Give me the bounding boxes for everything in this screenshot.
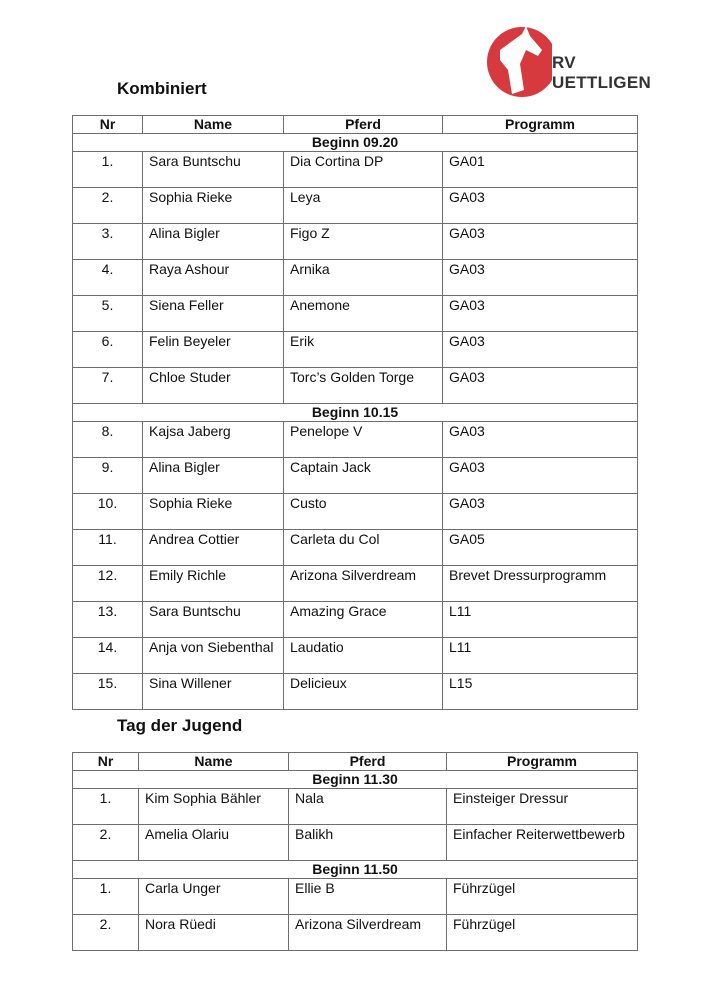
table-row <box>73 368 638 404</box>
group-label: Beginn 11.50 <box>73 861 638 879</box>
cell-programm: GA01 <box>443 152 638 188</box>
column-header-pferd: Pferd <box>284 116 443 134</box>
table-row <box>73 458 638 494</box>
cell-name: Carla Unger <box>139 879 289 915</box>
group-header-row <box>73 404 638 422</box>
cell-name: Sara Buntschu <box>143 602 284 638</box>
cell-nr: 12. <box>73 566 143 602</box>
cell-name: Emily Richle <box>143 566 284 602</box>
cell-programm: GA03 <box>443 458 638 494</box>
cell-pferd: Arnika <box>284 260 443 296</box>
cell-name: Sina Willener <box>143 674 284 710</box>
cell-nr: 15. <box>73 674 143 710</box>
cell-name: Alina Bigler <box>143 458 284 494</box>
cell-nr: 4. <box>73 260 143 296</box>
cell-nr: 3. <box>73 224 143 260</box>
horse-head-icon <box>486 20 552 102</box>
cell-pferd: Arizona Silverdream <box>289 915 447 951</box>
cell-name: Sara Buntschu <box>143 152 284 188</box>
cell-name: Chloe Studer <box>143 368 284 404</box>
group-label: Beginn 09.20 <box>73 134 638 152</box>
cell-name: Kim Sophia Bähler <box>139 789 289 825</box>
cell-programm: Einsteiger Dressur <box>447 789 638 825</box>
section-title-kombiniert: Kombiniert <box>117 79 207 98</box>
table-row <box>73 224 638 260</box>
table-row <box>73 879 638 915</box>
cell-pferd: Carleta du Col <box>284 530 443 566</box>
cell-pferd: Custo <box>284 494 443 530</box>
group-header-row <box>73 861 638 879</box>
start-list-table-tag-der-jugend <box>72 752 638 951</box>
table-row <box>73 789 638 825</box>
table-row <box>73 915 638 951</box>
column-header-pferd: Pferd <box>289 753 447 771</box>
cell-programm: L15 <box>443 674 638 710</box>
logo-text: RV UETTLIGEN <box>552 53 652 92</box>
cell-name: Alina Bigler <box>143 224 284 260</box>
cell-nr: 11. <box>73 530 143 566</box>
cell-nr: 1. <box>73 152 143 188</box>
section-title-tag-der-jugend: Tag der Jugend <box>117 716 243 735</box>
cell-name: Nora Rüedi <box>139 915 289 951</box>
cell-nr: 7. <box>73 368 143 404</box>
cell-pferd: Penelope V <box>284 422 443 458</box>
cell-programm: GA03 <box>443 368 638 404</box>
table-row <box>73 260 638 296</box>
cell-programm: Einfacher Reiterwettbewerb <box>447 825 638 861</box>
cell-pferd: Leya <box>284 188 443 224</box>
cell-pferd: Anemone <box>284 296 443 332</box>
cell-nr: 6. <box>73 332 143 368</box>
table-header-row <box>73 753 638 771</box>
table-row <box>73 638 638 674</box>
table-row <box>73 422 638 458</box>
group-header-row <box>73 134 638 152</box>
cell-name: Sophia Rieke <box>143 494 284 530</box>
cell-nr: 2. <box>73 825 139 861</box>
cell-pferd: Amazing Grace <box>284 602 443 638</box>
cell-name: Andrea Cottier <box>143 530 284 566</box>
table-row <box>73 494 638 530</box>
cell-pferd: Erik <box>284 332 443 368</box>
column-header-programm: Programm <box>443 116 638 134</box>
cell-nr: 1. <box>73 879 139 915</box>
cell-programm: GA03 <box>443 260 638 296</box>
group-label: Beginn 11.30 <box>73 771 638 789</box>
column-header-nr: Nr <box>73 753 139 771</box>
cell-programm: GA05 <box>443 530 638 566</box>
table-row <box>73 332 638 368</box>
cell-pferd: Balikh <box>289 825 447 861</box>
cell-programm: Führzügel <box>447 879 638 915</box>
cell-nr: 13. <box>73 602 143 638</box>
cell-name: Raya Ashour <box>143 260 284 296</box>
table-row <box>73 530 638 566</box>
cell-programm: Brevet Dressurprogramm <box>443 566 638 602</box>
group-label: Beginn 10.15 <box>73 404 638 422</box>
cell-pferd: Figo Z <box>284 224 443 260</box>
cell-pferd: Ellie B <box>289 879 447 915</box>
cell-programm: GA03 <box>443 188 638 224</box>
cell-pferd: Torc’s Golden Torge <box>284 368 443 404</box>
table-row <box>73 602 638 638</box>
table-row <box>73 152 638 188</box>
group-header-row <box>73 771 638 789</box>
start-list-table-kombiniert <box>72 115 638 710</box>
cell-nr: 8. <box>73 422 143 458</box>
cell-name: Anja von Siebenthal <box>143 638 284 674</box>
cell-name: Sophia Rieke <box>143 188 284 224</box>
cell-programm: GA03 <box>443 494 638 530</box>
cell-nr: 1. <box>73 789 139 825</box>
club-logo <box>486 20 656 102</box>
table-row <box>73 296 638 332</box>
cell-programm: GA03 <box>443 422 638 458</box>
cell-nr: 2. <box>73 915 139 951</box>
table-row <box>73 674 638 710</box>
cell-nr: 14. <box>73 638 143 674</box>
cell-programm: Führzügel <box>447 915 638 951</box>
cell-pferd: Captain Jack <box>284 458 443 494</box>
column-header-name: Name <box>143 116 284 134</box>
cell-name: Felin Beyeler <box>143 332 284 368</box>
cell-programm: GA03 <box>443 296 638 332</box>
table-row <box>73 825 638 861</box>
cell-programm: GA03 <box>443 332 638 368</box>
cell-nr: 2. <box>73 188 143 224</box>
cell-pferd: Nala <box>289 789 447 825</box>
cell-nr: 10. <box>73 494 143 530</box>
table-row <box>73 566 638 602</box>
cell-name: Siena Feller <box>143 296 284 332</box>
cell-nr: 5. <box>73 296 143 332</box>
table-header-row <box>73 116 638 134</box>
cell-pferd: Delicieux <box>284 674 443 710</box>
cell-nr: 9. <box>73 458 143 494</box>
column-header-programm: Programm <box>447 753 638 771</box>
cell-pferd: Dia Cortina DP <box>284 152 443 188</box>
cell-programm: L11 <box>443 602 638 638</box>
cell-pferd: Laudatio <box>284 638 443 674</box>
cell-programm: L11 <box>443 638 638 674</box>
table-row <box>73 188 638 224</box>
column-header-nr: Nr <box>73 116 143 134</box>
cell-name: Amelia Olariu <box>139 825 289 861</box>
cell-programm: GA03 <box>443 224 638 260</box>
cell-name: Kajsa Jaberg <box>143 422 284 458</box>
column-header-name: Name <box>139 753 289 771</box>
cell-pferd: Arizona Silverdream <box>284 566 443 602</box>
